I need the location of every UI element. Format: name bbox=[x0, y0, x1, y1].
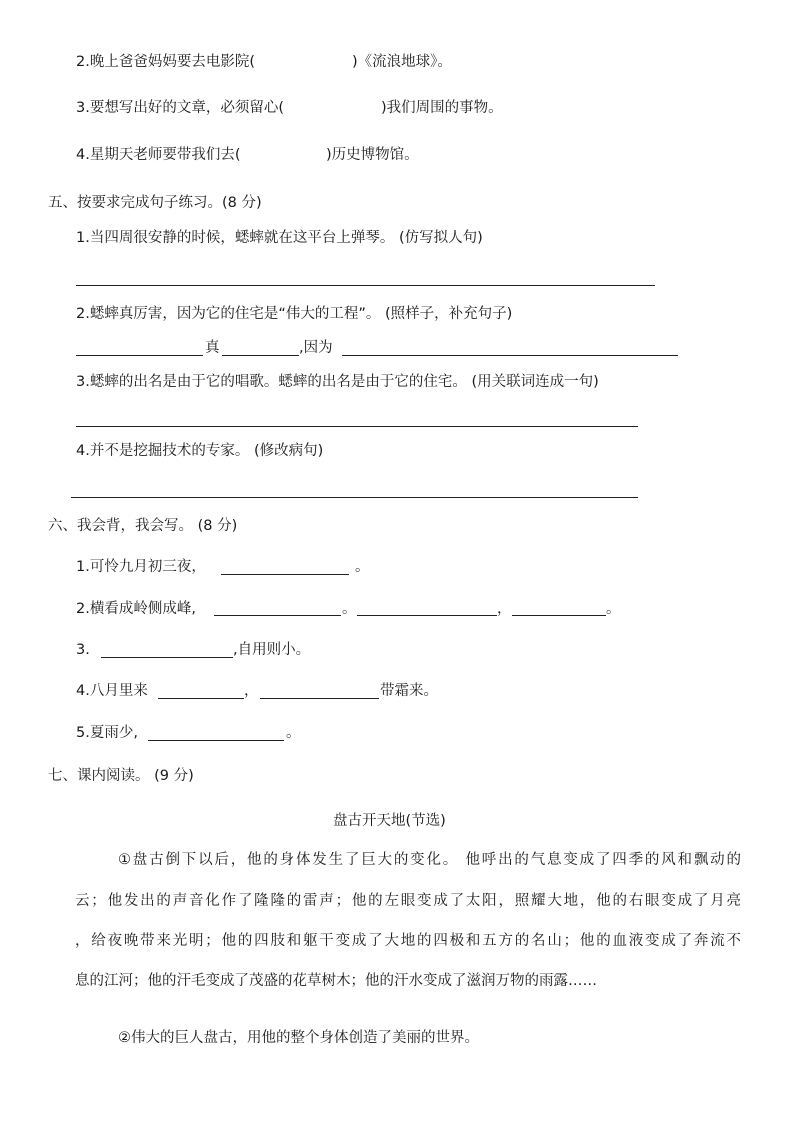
s6-q4-post: 带霜来。 bbox=[380, 683, 438, 699]
section-6-title: 六、我会背，我会写。 (8 分) bbox=[48, 518, 238, 534]
s5-q2-yinwei: ,因为 bbox=[299, 340, 333, 356]
s5-q3-answer-line[interactable] bbox=[76, 426, 638, 427]
s5-q1: 1.当四周很安静的时候，蟋蟀就在这平台上弹琴。 (仿写拟人句) bbox=[76, 230, 483, 246]
s6-q2-blank-2[interactable] bbox=[357, 615, 497, 616]
passage-p1-line-3: ，给夜晚带来光明；他的四肢和躯干变成了大地的四极和五方的名山；他的血液变成了奔流不 bbox=[75, 933, 743, 949]
s4-q4-post: )历史博物馆。 bbox=[326, 147, 419, 163]
s5-q1-answer-line[interactable] bbox=[76, 285, 655, 286]
passage-title: 盘古开天地(节选) bbox=[333, 813, 446, 829]
s4-q3-post: )我们周围的事物。 bbox=[381, 100, 503, 116]
s6-q2-blank-1[interactable] bbox=[214, 615, 341, 616]
s6-q2-mid1: 。 bbox=[342, 601, 357, 617]
s4-q3-pre: 3.要想写出好的文章，必须留心( bbox=[76, 100, 284, 116]
s5-q2-blank-3[interactable] bbox=[342, 355, 678, 356]
s6-q1-pre: 1.可怜九月初三夜， bbox=[76, 559, 206, 575]
s6-q4-pre: 4.八月里来 bbox=[76, 683, 148, 699]
s5-q4: 4.并不是挖掘技术的专家。 (修改病句) bbox=[76, 443, 324, 459]
s6-q2-mid2: ， bbox=[497, 601, 512, 617]
s6-q5-pre: 5.夏雨少, bbox=[76, 725, 138, 741]
s6-q3-post: ,自用则小。 bbox=[233, 642, 311, 658]
section-7-title: 七、课内阅读。 (9 分) bbox=[48, 768, 194, 784]
s6-q2-post: 。 bbox=[606, 601, 621, 617]
s5-q3: 3.蟋蟀的出名是由于它的唱歌。蟋蟀的出名是由于它的住宅。 (用关联词连成一句) bbox=[76, 374, 599, 390]
s5-q4-answer-line[interactable] bbox=[71, 497, 638, 498]
s4-q2-pre: 2.晚上爸爸妈妈要去电影院( bbox=[76, 54, 255, 70]
s4-q2-post: )《流浪地球》。 bbox=[352, 54, 452, 70]
s6-q2-blank-3[interactable] bbox=[512, 615, 606, 616]
s6-q5-blank[interactable] bbox=[148, 740, 284, 741]
passage-p1-line-2: 云；他发出的声音化作了隆隆的雷声；他的左眼变成了太阳，照耀大地，他的右眼变成了月亮 bbox=[75, 893, 743, 909]
s5-q2-zhen: 真 bbox=[205, 340, 220, 356]
section-5-title: 五、按要求完成句子练习。(8 分) bbox=[48, 195, 262, 211]
s6-q3-blank[interactable] bbox=[101, 657, 233, 658]
passage-p2: ②伟大的巨人盘古，用他的整个身体创造了美丽的世界。 bbox=[118, 1030, 479, 1046]
passage-p1-line-1: ①盘古倒下以后，他的身体发生了巨大的变化。 他呼出的气息变成了四季的风和飘动的 bbox=[118, 852, 743, 868]
s6-q1-blank[interactable] bbox=[221, 574, 349, 575]
s5-q2-blank-2[interactable] bbox=[222, 355, 299, 356]
s6-q2-pre: 2.横看成岭侧成峰, bbox=[76, 601, 196, 617]
s6-q3-pre: 3. bbox=[76, 642, 90, 658]
s6-q4-mid: ， bbox=[244, 683, 259, 699]
s6-q4-blank-1[interactable] bbox=[158, 698, 244, 699]
s4-q4-pre: 4.星期天老师要带我们去( bbox=[76, 147, 241, 163]
s6-q4-blank-2[interactable] bbox=[260, 698, 379, 699]
passage-p1-line-4: 息的江河；他的汗毛变成了茂盛的花草树木；他的汗水变成了滋润万物的雨露…… bbox=[75, 973, 597, 989]
s5-q2-blank-1[interactable] bbox=[76, 355, 203, 356]
s6-q1-post: 。 bbox=[355, 559, 370, 575]
s5-q2: 2.蟋蟀真厉害，因为它的住宅是“伟大的工程”。 (照样子，补充句子) bbox=[76, 306, 513, 322]
s6-q5-post: 。 bbox=[286, 725, 301, 741]
